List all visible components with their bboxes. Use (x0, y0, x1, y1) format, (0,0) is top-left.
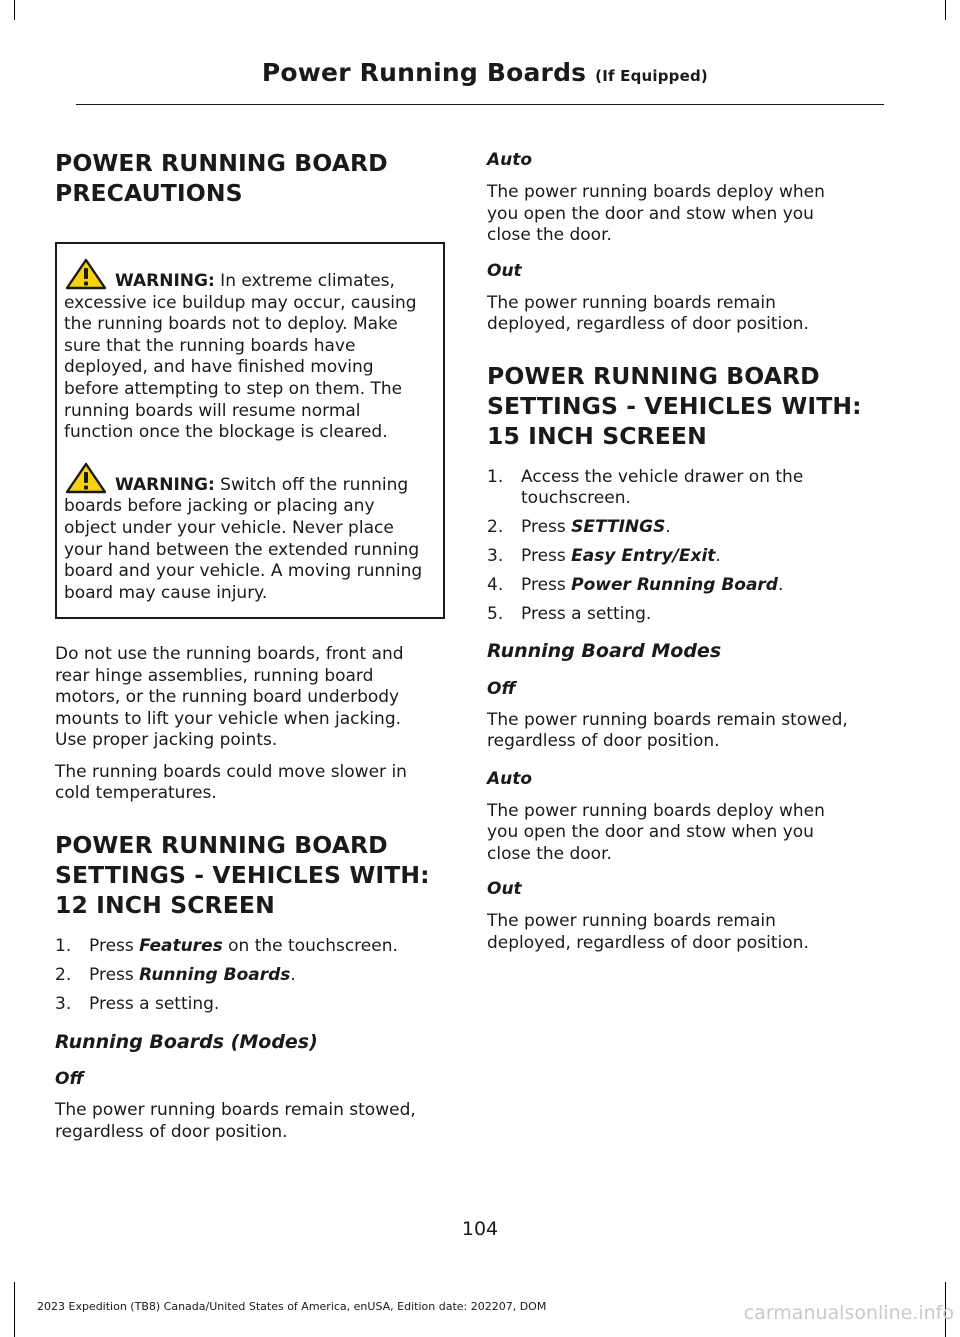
list-item: 1. Access the vehicle drawer on the touchscreen. (487, 466, 804, 508)
header-rule (76, 104, 884, 105)
settings-12-steps (55, 936, 445, 1016)
crop-mark-top-right (945, 0, 946, 20)
mode-off-label: Off (55, 1069, 84, 1090)
mode-out-label: Out (487, 879, 522, 899)
mode-out-text: The power running boards remain deployed, regardless of door position. (487, 292, 809, 334)
cold-temperature-paragraph: The running boards could move slower in cold temperatures. (55, 761, 407, 804)
left-column (55, 148, 445, 1143)
settings-15-steps (487, 467, 882, 626)
crop-mark-bottom-left (14, 1282, 15, 1337)
mode-off-text: The power running boards remain stowed, regardless of door position. (487, 709, 848, 751)
mode-off-label: Off (487, 678, 516, 699)
list-item: 5. Press a setting. (487, 604, 652, 624)
list-item: 3. Press Easy Entry/Exit. (487, 546, 721, 566)
running-boards-modes-heading: Running Boards (Modes) (55, 1031, 318, 1054)
warning-label: WARNING: (115, 474, 215, 495)
header-title-text: Power Running Boards (261, 58, 587, 87)
jacking-paragraph: Do not use the running boards, front and rear hinge assemblies, running board motors, or the running board underbody mounts to lift your vehicle when jacking. Use proper jacking points. (55, 644, 404, 751)
warning-1: WARNING: In extreme climates, excessive ice buildup may occur, causing the running boards not to deploy. Make sure that the running boards have deployed, and have finished moving before attempting to step on them. The running boards will resume normal function once the blockage is cleared. (64, 258, 435, 444)
running-board-modes-heading: Running Board Modes (487, 639, 722, 662)
watermark: carmanualsonline.info (743, 1302, 954, 1324)
list-item: 2. Press SETTINGS. (487, 517, 671, 537)
page-header-title (262, 58, 708, 87)
mode-off-text: The power running boards remain stowed, regardless of door position. (55, 1100, 416, 1142)
warning-2: WARNING: Switch off the running boards before jacking or placing any object under your vehicle. Never place your hand between the extended running board and your vehicle. A moving running board may cause injury. (64, 462, 435, 605)
mode-auto-text: The power running boards deploy when you open the door and stow when you close the door. (487, 182, 825, 245)
settings-12-inch-heading: POWER RUNNING BOARD SETTINGS - VEHICLES WITH: 12 INCH SCREEN (55, 830, 430, 919)
right-column (487, 148, 882, 954)
warning-triangle-icon (65, 462, 107, 494)
list-item: 3. Press a setting. (55, 993, 220, 1014)
header-subtitle: (If Equipped) (595, 67, 708, 85)
list-item: 1. Press Features on the touchscreen. (55, 935, 398, 956)
warning-triangle-icon (65, 258, 107, 290)
mode-out-text: The power running boards remain deployed, regardless of door position. (487, 911, 809, 953)
list-item: 4. Press Power Running Board. (487, 575, 784, 595)
page-number: 104 (461, 1218, 499, 1240)
mode-auto-label: Auto (487, 150, 533, 170)
list-item: 2. Press Running Boards. (55, 964, 296, 985)
warning-label: WARNING: (115, 271, 215, 291)
settings-15-inch-heading: POWER RUNNING BOARD SETTINGS - VEHICLES WITH: 15 INCH SCREEN (487, 361, 862, 450)
edition-note: 2023 Expedition (TB8) Canada/United States of America, enUSA, Edition date: 202207, DOM (37, 1300, 547, 1313)
mode-auto-text: The power running boards deploy when you open the door and stow when you close the door. (487, 800, 825, 864)
mode-out-label: Out (487, 260, 522, 281)
mode-auto-label: Auto (487, 768, 533, 789)
crop-mark-top-left (14, 0, 15, 20)
precautions-heading: POWER RUNNING BOARD PRECAUTIONS (55, 149, 388, 207)
warning-box (55, 242, 445, 619)
